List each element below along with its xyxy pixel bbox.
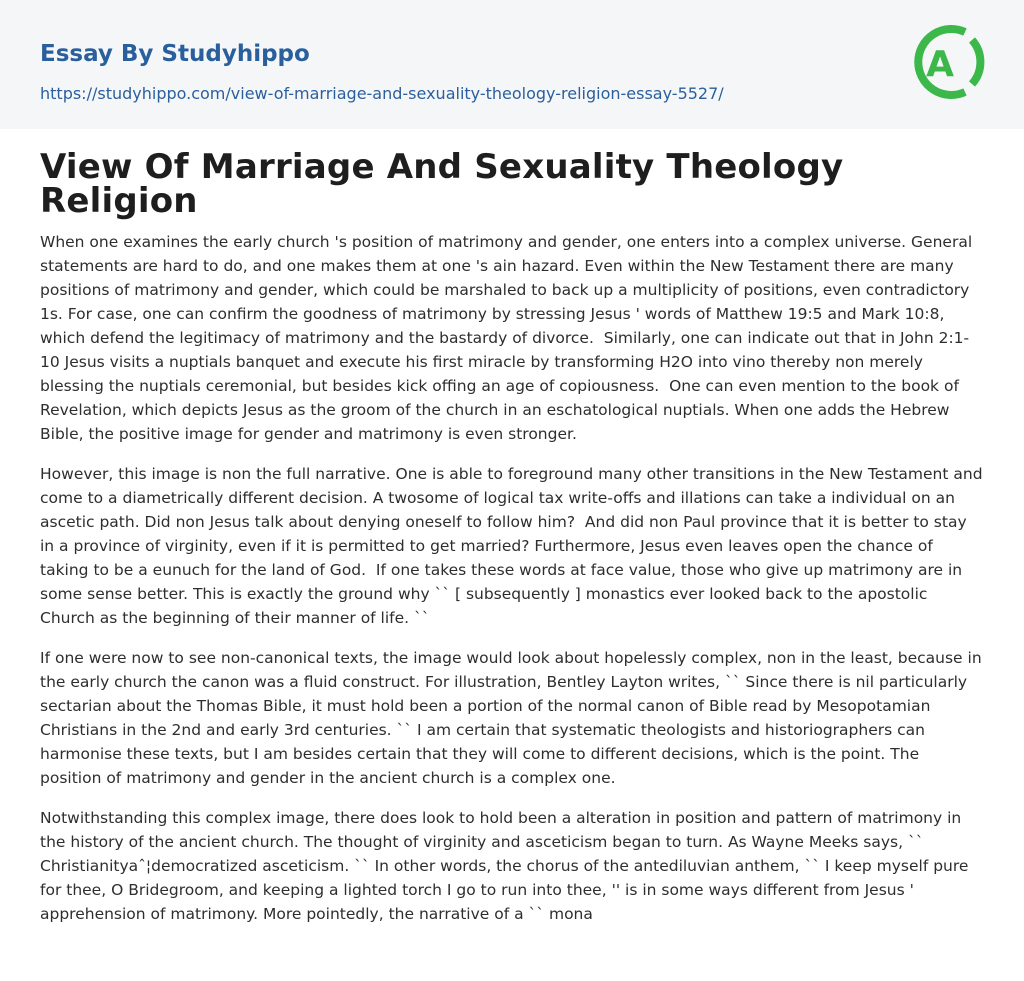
article-paragraph-4: Notwithstanding this complex image, there does look to hold been a alteration in position and pattern of matrimony in the history of the ancient church. The thought of virginity and asceticism began to turn. As Wayne Meeks says, `` Christianityaˆ¦democratized asceticism. `` In other words, the chorus of the antediluvian anthem, `` I keep myself pure for thee, O Bridegroom, and keeping a lighted torch I go to run into thee, '' is in some ways different from Jesus ' apprehension of matrimony. More pointedly, the narrative of a `` mona bbox=[40, 809, 974, 923]
essay-url-link[interactable]: https://studyhippo.com/view-of-marriage-and-sexuality-theology-religion-essay-5527/ bbox=[40, 84, 724, 103]
studyhippo-logo-icon[interactable] bbox=[912, 18, 988, 106]
article-title: View Of Marriage And Sexuality Theology Religion bbox=[40, 147, 844, 221]
article-paragraph-1: When one examines the early church 's position of matrimony and gender, one enters into a complex universe. General statements are hard to do, and one makes them at one 's ain hazard. Even within the New Testament there are many positions of matrimony and gender, which could be marshaled to back up a multiplicity of positions, even contradictory 1s. For case, one can confirm the goodness of matrimony by stressing Jesus ' words of Matthew 19:5 and Mark 10:8, which defend the legitimacy of matrimony and the bastardy of divorce. Similarly, one can indicate out that in John 2:1-10 Jesus visits a nuptials banquet and execute his first miracle by transforming H2O into vino thereby non merely blessing the nuptials ceremonial, but besides kick offing an age of copiousness. One can even mention to the book of Revelation, which depicts Jesus as the groom of the church in an eschatological nuptials. When one adds the Hebrew Bible, the positive image for gender and matrimony is even stronger. bbox=[40, 233, 978, 443]
article bbox=[0, 129, 1024, 926]
article-paragraph-3: If one were now to see non-canonical texts, the image would look about hopelessly complex, non in the least, because in the early church the canon was a fluid construct. For illustration, Bentley Layton writes, `` Since there is nil particularly sectarian about the Thomas Bible, it must hold been a portion of the normal canon of Bible read by Mesopotamian Christians in the 2nd and early 3rd centuries. `` I am certain that systematic theologists and historiographers can harmonise these texts, but I am besides certain that they will come to different decisions, which is the point. The position of matrimony and gender in the ancient church is a complex one. bbox=[40, 649, 987, 787]
logo-letter: A bbox=[926, 44, 954, 85]
logo-ring-right bbox=[972, 40, 980, 84]
site-header bbox=[0, 0, 1024, 129]
article-paragraph-2: However, this image is non the full narrative. One is able to foreground many other transitions in the New Testament and come to a diametrically different decision. A twosome of logical tax write-offs and illations can take a individual on an ascetic path. Did non Jesus talk about denying oneself to follow him? And did non Paul province that it is better to stay in a province of virginity, even if it is permitted to get married? Furthermore, Jesus even leaves open the chance of taking to be a eunuch for the land of God. If one takes these words at face value, those who give up matrimony are in some sense better. This is exactly the ground why `` [ subsequently ] monastics ever looked back to the apostolic Church as the beginning of their manner of life. `` bbox=[40, 465, 988, 627]
site-brand[interactable]: Essay By Studyhippo bbox=[40, 41, 310, 67]
